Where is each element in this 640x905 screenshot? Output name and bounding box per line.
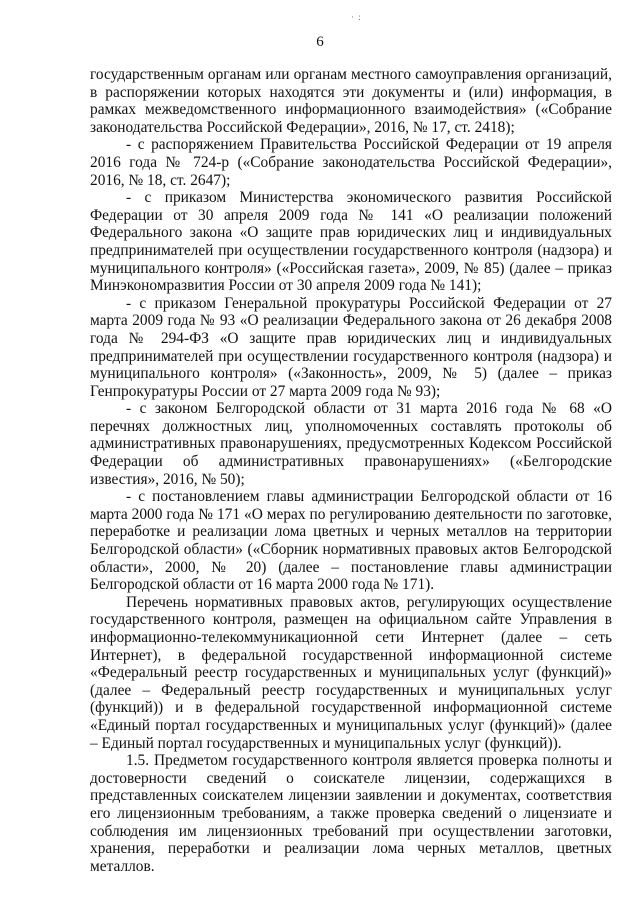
paragraph-section-1-5: 1.5. Предметом государственного контроля является проверка полноты и достоверности сведений о соискателе лицензии, содержащихся в представленных соискателем лицензии заявлении и документах, соответствия его лицензионным требованиям, а также проверка сведений о лицензиате и соблюдения им лицензионных требований при осуществлении заготовки, хранения, переработки и реализации лома черных металлов, цветных металлов. bbox=[90, 752, 612, 875]
document-body bbox=[90, 66, 612, 875]
paragraph-government-order: - с распоряжением Правительства Российской Федерации от 19 апреля 2016 года № 724-р («Собрание законодательства Российской Федерации», 2016, № 18, ст. 2647); bbox=[90, 136, 612, 189]
page-number: 6 bbox=[316, 34, 324, 50]
paragraph-acts-list: Перечень нормативных правовых актов, регулирующих осуществление государственного контроля, размещен на официальном сайте Управления в информационно-телекоммуникационной сети Интернет (далее – сеть Интернет), в федеральной государственной информационной системе «Федеральный реестр государственных и муниципальных услуг (функций)» (далее – Федеральный реестр государственных и муниципальных услуг (функций)) и в федеральной государственной информационной системе «Единый портал государственных и муниципальных услуг (функций)» (далее – Единый портал государственных и муниципальных услуг (функций)). bbox=[90, 593, 612, 752]
scan-mark: · : bbox=[351, 12, 362, 22]
paragraph-prosecutor-order: - с приказом Генеральной прокуратуры Российской Федерации от 27 марта 2009 года № 93 «О реализации Федерального закона от 26 декабря 2008 года № 294-ФЗ «О защите прав юридических лиц и индивидуальных предпринимателей при осуществлении государственного контроля (надзора) и муниципального контроля» («Законность», 2009, № 5) (далее – приказ Генпрокуратуры России от 27 марта 2009 года № 93); bbox=[90, 294, 612, 400]
paragraph-regional-resolution: - с постановлением главы администрации Белгородской области от 16 марта 2000 года № 171 «О мерах по регулированию деятельности по заготовке, переработке и реализации лома цветных и черных металлов на территории Белгородской области» («Сборник нормативных правовых актов Белгородской области», 2000, № 20) (далее – постановление главы администрации Белгородской области от 16 марта 2000 года № 171). bbox=[90, 488, 612, 594]
paragraph-continuation: государственным органам или органам местного самоуправления организаций, в распоряжении которых находятся эти документы и (или) информация, в рамках межведомственного информационного взаимодействия» («Собрание законодательства Российской Федерации», 2016, № 17, ст. 2418); bbox=[90, 66, 612, 136]
paragraph-ministry-order: - с приказом Министерства экономического развития Российской Федерации от 30 апреля 2009 года № 141 «О реализации положений Федерального закона «О защите прав юридических лиц и индивидуальных предпринимателей при осуществлении государственного контроля (надзора) и муниципального контроля» («Российская газета», 2009, № 85) (далее – приказ Минэкономразвития России от 30 апреля 2009 года № 141); bbox=[90, 189, 612, 295]
paragraph-regional-law: - с законом Белгородской области от 31 марта 2016 года № 68 «О перечнях должностных лиц, уполномоченных составлять протоколы об административных правонарушениях, предусмотренных Кодексом Российской Федерации об административных правонарушениях» («Белгородские известия», 2016, № 50); bbox=[90, 400, 612, 488]
